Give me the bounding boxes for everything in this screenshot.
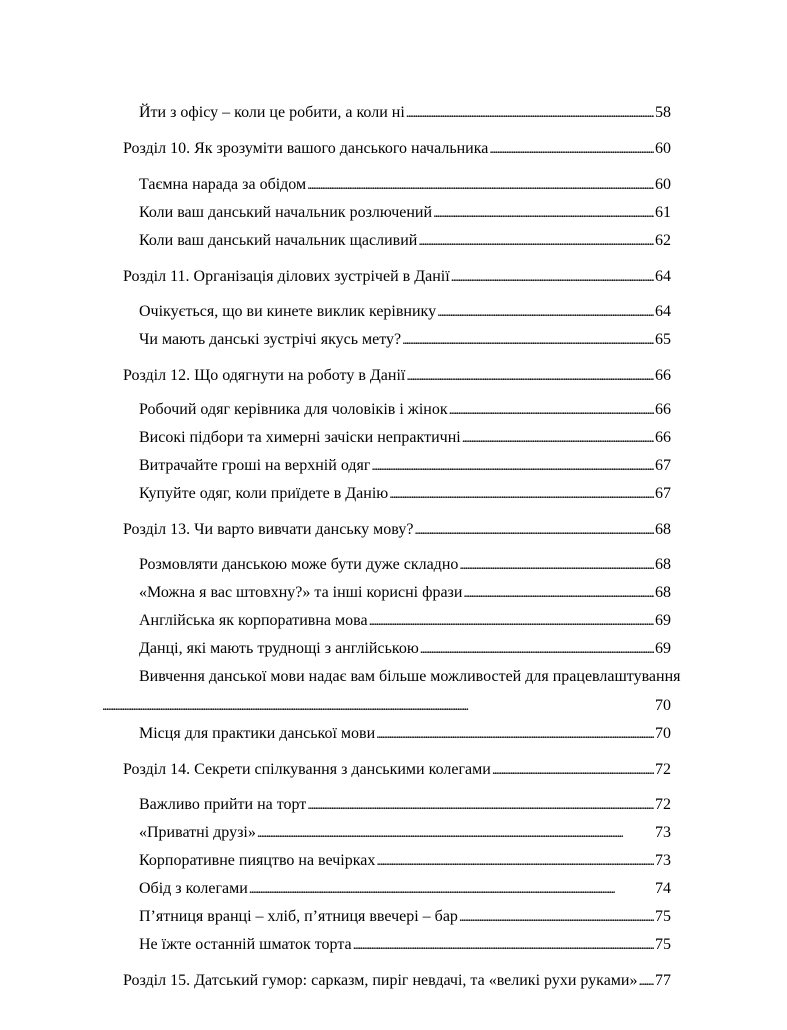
toc-entry-page: 68 — [655, 521, 671, 538]
toc-chapter-entry — [123, 758, 671, 782]
toc-entry-title: Обід з колегами — [139, 880, 248, 897]
toc-entry — [139, 793, 671, 817]
toc-entry — [139, 553, 671, 577]
toc-entry-title: Чи мають данські зустрічі якусь мету? — [139, 331, 402, 348]
toc-entry-page: 58 — [655, 104, 671, 121]
toc-entry-page: 77 — [655, 972, 671, 989]
dot-leader — [638, 969, 654, 993]
toc-entry-title: «Можна я вас штовхну?» та інші корисні фрази — [139, 584, 463, 601]
dot-leader — [463, 581, 654, 605]
toc-chapter-entry — [123, 265, 671, 289]
dot-leader — [420, 637, 654, 661]
dot-leader — [371, 454, 654, 478]
toc-entry — [139, 300, 671, 324]
toc-entry — [139, 328, 671, 352]
toc-entry-title: Розділ 12. Що одягнути на роботу в Данії — [123, 367, 406, 384]
dot-leader — [389, 482, 654, 506]
toc-entry-page: 67 — [655, 485, 671, 502]
toc-entry-page: 68 — [655, 556, 671, 573]
toc-entry — [139, 637, 671, 661]
toc-chapter-entry — [123, 364, 671, 388]
toc-chapter-entry — [123, 969, 671, 993]
dot-leader — [459, 905, 654, 929]
toc-entry-page: 72 — [655, 796, 671, 813]
dot-leader — [257, 821, 654, 845]
toc-entry-page: 73 — [655, 852, 671, 869]
toc-chapter-entry — [123, 518, 671, 542]
toc-entry-page: 65 — [655, 331, 671, 348]
toc-entry-title: Робочий одяг керівника для чоловіків і жінок — [139, 401, 448, 418]
toc-entry-page: 69 — [655, 612, 671, 629]
dot-leader — [459, 553, 654, 577]
toc-entry-page: 70 — [655, 697, 671, 714]
toc-entry — [139, 722, 671, 746]
toc-entry — [139, 101, 671, 125]
toc-entry-title: Розділ 14. Секрети спілкування з данськими колегами — [123, 761, 491, 778]
toc-entry-title: «Приватні друзі» — [139, 824, 256, 841]
toc-entry-title: П’ятниця вранці – хліб, п’ятниця ввечері – бар — [139, 908, 458, 925]
dot-leader — [437, 300, 654, 324]
dot-leader — [249, 877, 654, 901]
dot-leader — [376, 722, 654, 746]
toc-entry-title: Розмовляти данською може бути дуже складно — [139, 556, 459, 573]
toc-entry — [139, 905, 671, 929]
toc-chapter-entry — [123, 137, 671, 161]
toc-entry-page: 74 — [655, 880, 671, 897]
dot-leader — [462, 426, 654, 450]
toc-entry — [139, 173, 671, 197]
toc-entry — [139, 877, 671, 901]
toc-entry-page: 75 — [655, 936, 671, 953]
toc-entry-page: 61 — [655, 204, 671, 221]
toc-entry-title: Таємна нарада за обідом — [139, 176, 307, 193]
toc-entry — [139, 482, 671, 506]
dot-leader — [102, 694, 654, 718]
toc-entry-page: 64 — [655, 268, 671, 285]
dot-leader — [376, 849, 654, 873]
toc-entry-title: Англійська як корпоративна мова — [139, 612, 368, 629]
toc-entry-title: Очікується, що ви кинете виклик керівнику — [139, 303, 437, 320]
toc-entry-page: 66 — [655, 401, 671, 418]
toc-entry-title: Коли ваш данський начальник розлючений — [139, 204, 433, 221]
dot-leader — [307, 173, 654, 197]
toc-entry — [139, 398, 671, 422]
toc-entry-title: Розділ 11. Організація ділових зустрічей в Данії — [123, 268, 450, 285]
dot-leader — [418, 229, 654, 253]
toc-entry-page: 60 — [655, 176, 671, 193]
dot-leader — [489, 137, 654, 161]
toc-entry-title: Данці, які мають труднощі з англійською — [139, 640, 419, 657]
dot-leader — [492, 758, 654, 782]
dot-leader — [307, 793, 654, 817]
toc-entry-page: 75 — [655, 908, 671, 925]
dot-leader — [449, 398, 654, 422]
toc-entry-title-wrapped: Вивчення данської мови надає вам більше можливостей для працевлаштування — [139, 668, 681, 685]
toc-entry-title: Розділ 10. Як зрозуміти вашого данського начальника — [123, 140, 489, 157]
toc-entry-page: 66 — [655, 429, 671, 446]
dot-leader — [414, 518, 654, 542]
toc-entry-title: Купуйте одяг, коли приїдете в Данію — [139, 485, 389, 502]
toc-entry-title: Корпоративне пияцтво на вечірках — [139, 852, 376, 869]
toc-entry-title: Місця для практики данської мови — [139, 725, 376, 742]
toc-entry — [139, 454, 671, 478]
toc-entry-title: Розділ 15. Датський гумор: сарказм, пиріг невдачі, та «великі рухи руками» — [123, 972, 638, 989]
toc-entry — [139, 201, 671, 225]
toc-entry — [139, 609, 671, 633]
toc-entry-page: 70 — [655, 725, 671, 742]
toc-entry-title: Витрачайте гроші на верхній одяг — [139, 457, 371, 474]
toc-entry-title: Розділ 13. Чи варто вивчати данську мову? — [123, 521, 414, 538]
toc-entry-title: Високі підбори та химерні зачіски непрактичні — [139, 429, 461, 446]
toc-entry-page: 60 — [655, 140, 671, 157]
toc-entry-page: 67 — [655, 457, 671, 474]
toc-entry-title: Не їжте останній шматок торта — [139, 936, 352, 953]
toc-entry-page: 72 — [655, 761, 671, 778]
dot-leader — [451, 265, 654, 289]
dot-leader — [406, 364, 654, 388]
toc-entry — [139, 849, 671, 873]
dot-leader — [369, 609, 654, 633]
toc-entry-page: 73 — [655, 824, 671, 841]
toc-entry-page: 66 — [655, 367, 671, 384]
toc-entry-page: 68 — [655, 584, 671, 601]
toc-entry-title: Важливо прийти на торт — [139, 796, 307, 813]
toc-entry — [139, 426, 671, 450]
toc-entry — [139, 933, 671, 957]
toc-entry — [139, 581, 671, 605]
toc-entry-page: 69 — [655, 640, 671, 657]
toc-entry-title: Йти з офісу – коли це робити, а коли ні — [139, 104, 405, 121]
toc-entry-continuation — [101, 694, 671, 718]
dot-leader — [402, 328, 654, 352]
dot-leader — [353, 933, 654, 957]
toc-entry — [139, 821, 671, 845]
dot-leader — [406, 101, 654, 125]
toc-entry-page: 62 — [655, 232, 671, 249]
toc-entry-title: Коли ваш данський начальник щасливий — [139, 232, 418, 249]
toc-entry — [139, 229, 671, 253]
dot-leader — [433, 201, 654, 225]
toc-entry-page: 64 — [655, 303, 671, 320]
